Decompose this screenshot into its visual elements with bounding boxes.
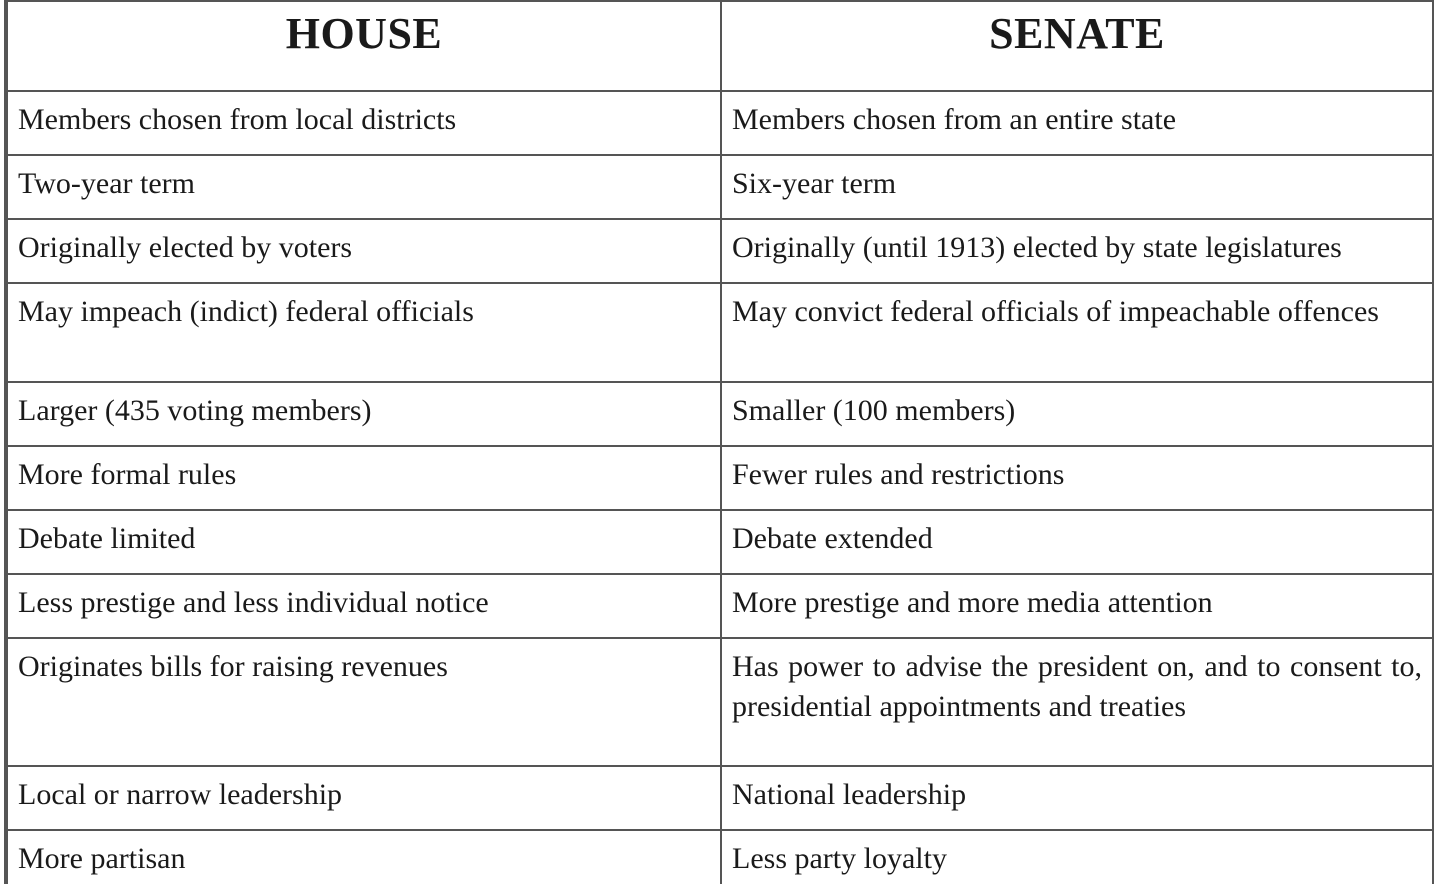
senate-cell: Fewer rules and restrictions	[721, 446, 1433, 510]
senate-cell: Members chosen from an entire state	[721, 91, 1433, 155]
house-cell: Members chosen from local districts	[7, 91, 721, 155]
senate-cell: Originally (until 1913) elected by state legislatures	[721, 219, 1433, 283]
house-cell: Originally elected by voters	[7, 219, 721, 283]
senate-cell: Smaller (100 members)	[721, 382, 1433, 446]
house-cell: Less prestige and less individual notice	[7, 574, 721, 638]
senate-cell: Has power to advise the president on, and to consent to, presidential appointments and treaties	[721, 638, 1433, 766]
table-row	[7, 283, 1433, 382]
header-row	[7, 1, 1433, 91]
senate-column-header: SENATE	[721, 1, 1433, 91]
table-row	[7, 766, 1433, 830]
house-cell: Local or narrow leadership	[7, 766, 721, 830]
table-row	[7, 830, 1433, 884]
senate-cell: Debate extended	[721, 510, 1433, 574]
house-cell: More formal rules	[7, 446, 721, 510]
senate-cell: More prestige and more media attention	[721, 574, 1433, 638]
house-cell: Two-year term	[7, 155, 721, 219]
table-row	[7, 510, 1433, 574]
table-row	[7, 155, 1433, 219]
house-cell: Larger (435 voting members)	[7, 382, 721, 446]
senate-cell: Less party loyalty	[721, 830, 1433, 884]
table-row	[7, 91, 1433, 155]
comparison-table-frame	[4, 0, 1434, 884]
house-cell: More partisan	[7, 830, 721, 884]
table-row	[7, 574, 1433, 638]
table-row	[7, 219, 1433, 283]
table-row	[7, 638, 1433, 766]
house-senate-comparison-table	[6, 0, 1434, 884]
house-cell: Debate limited	[7, 510, 721, 574]
house-cell: May impeach (indict) federal officials	[7, 283, 721, 382]
house-column-header: HOUSE	[7, 1, 721, 91]
senate-cell: Six-year term	[721, 155, 1433, 219]
table-row	[7, 382, 1433, 446]
table-row	[7, 446, 1433, 510]
senate-cell: National leadership	[721, 766, 1433, 830]
senate-cell: May convict federal officials of impeachable offences	[721, 283, 1433, 382]
house-cell: Originates bills for raising revenues	[7, 638, 721, 766]
